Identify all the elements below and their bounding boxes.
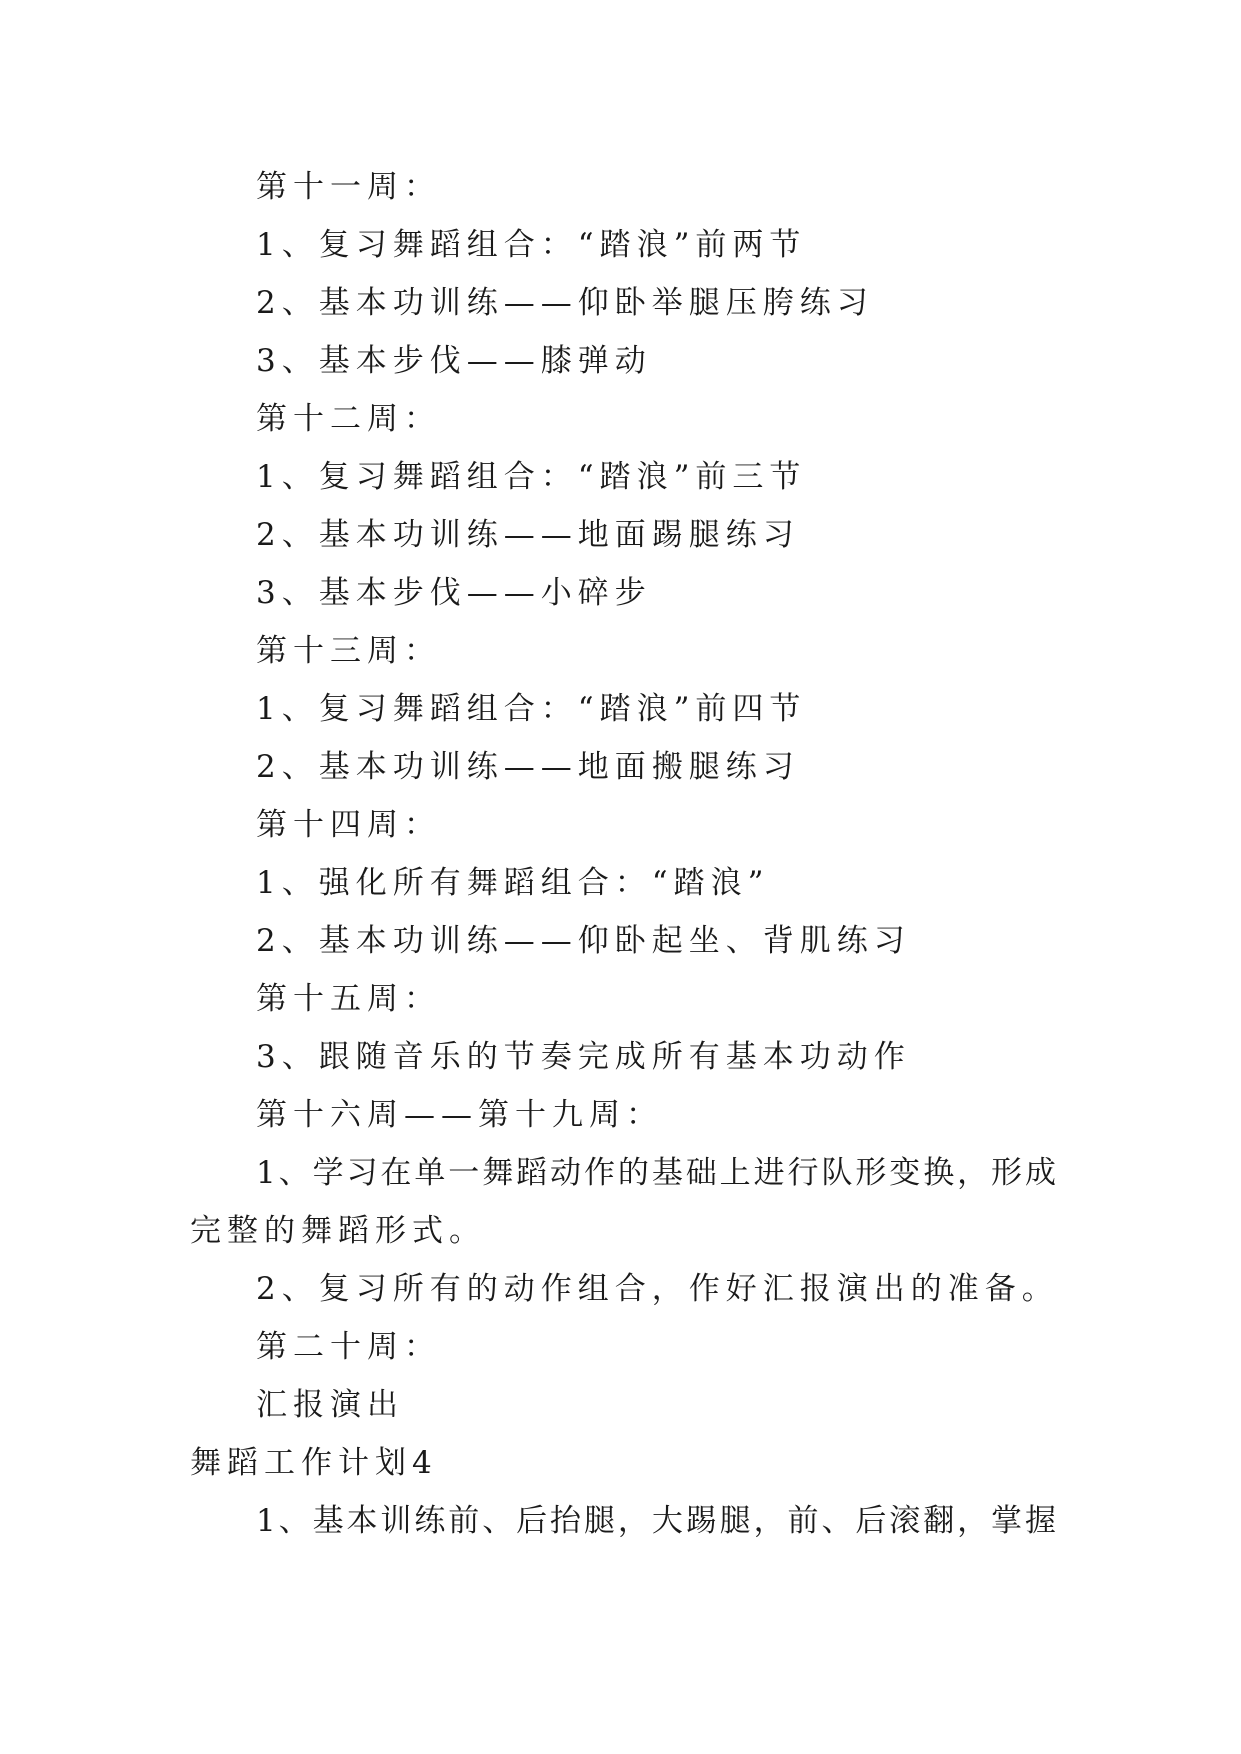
week-15-heading: 第十五周： bbox=[256, 981, 441, 1017]
list-item: 1、复习舞蹈组合：“踏浪”前三节 bbox=[256, 459, 807, 495]
week-11-heading: 第十一周： bbox=[256, 169, 441, 205]
paragraph-line: 汇报演出 bbox=[256, 1387, 404, 1423]
list-item: 2、复习所有的动作组合，作好汇报演出的准备。 bbox=[256, 1271, 1059, 1307]
paragraph-line: 1、基本训练前、后抬腿，大踢腿，前、后滚翻，掌握 bbox=[256, 1503, 1056, 1539]
week-12-heading: 第十二周： bbox=[256, 401, 441, 437]
week-14-heading: 第十四周： bbox=[256, 807, 441, 843]
week-20-heading: 第二十周： bbox=[256, 1329, 441, 1365]
list-item: 3、跟随音乐的节奏完成所有基本功动作 bbox=[256, 1039, 911, 1075]
section-title: 舞蹈工作计划4 bbox=[190, 1445, 438, 1481]
week-16-19-heading: 第十六周——第十九周： bbox=[256, 1097, 663, 1133]
list-item: 2、基本功训练——仰卧起坐、背肌练习 bbox=[256, 923, 911, 959]
paragraph-line: 1、学习在单一舞蹈动作的基础上进行队形变换，形成 bbox=[256, 1155, 1056, 1191]
list-item: 3、基本步伐——膝弹动 bbox=[256, 343, 652, 379]
week-13-heading: 第十三周： bbox=[256, 633, 441, 669]
list-item: 3、基本步伐——小碎步 bbox=[256, 575, 652, 611]
list-item: 2、基本功训练——仰卧举腿压胯练习 bbox=[256, 285, 874, 321]
list-item: 1、复习舞蹈组合：“踏浪”前四节 bbox=[256, 691, 807, 727]
list-item: 1、复习舞蹈组合：“踏浪”前两节 bbox=[256, 227, 807, 263]
list-item: 2、基本功训练——地面搬腿练习 bbox=[256, 749, 800, 785]
list-item: 2、基本功训练——地面踢腿练习 bbox=[256, 517, 800, 553]
paragraph-line: 完整的舞蹈形式。 bbox=[190, 1213, 486, 1249]
list-item: 1、强化所有舞蹈组合：“踏浪” bbox=[256, 865, 770, 901]
